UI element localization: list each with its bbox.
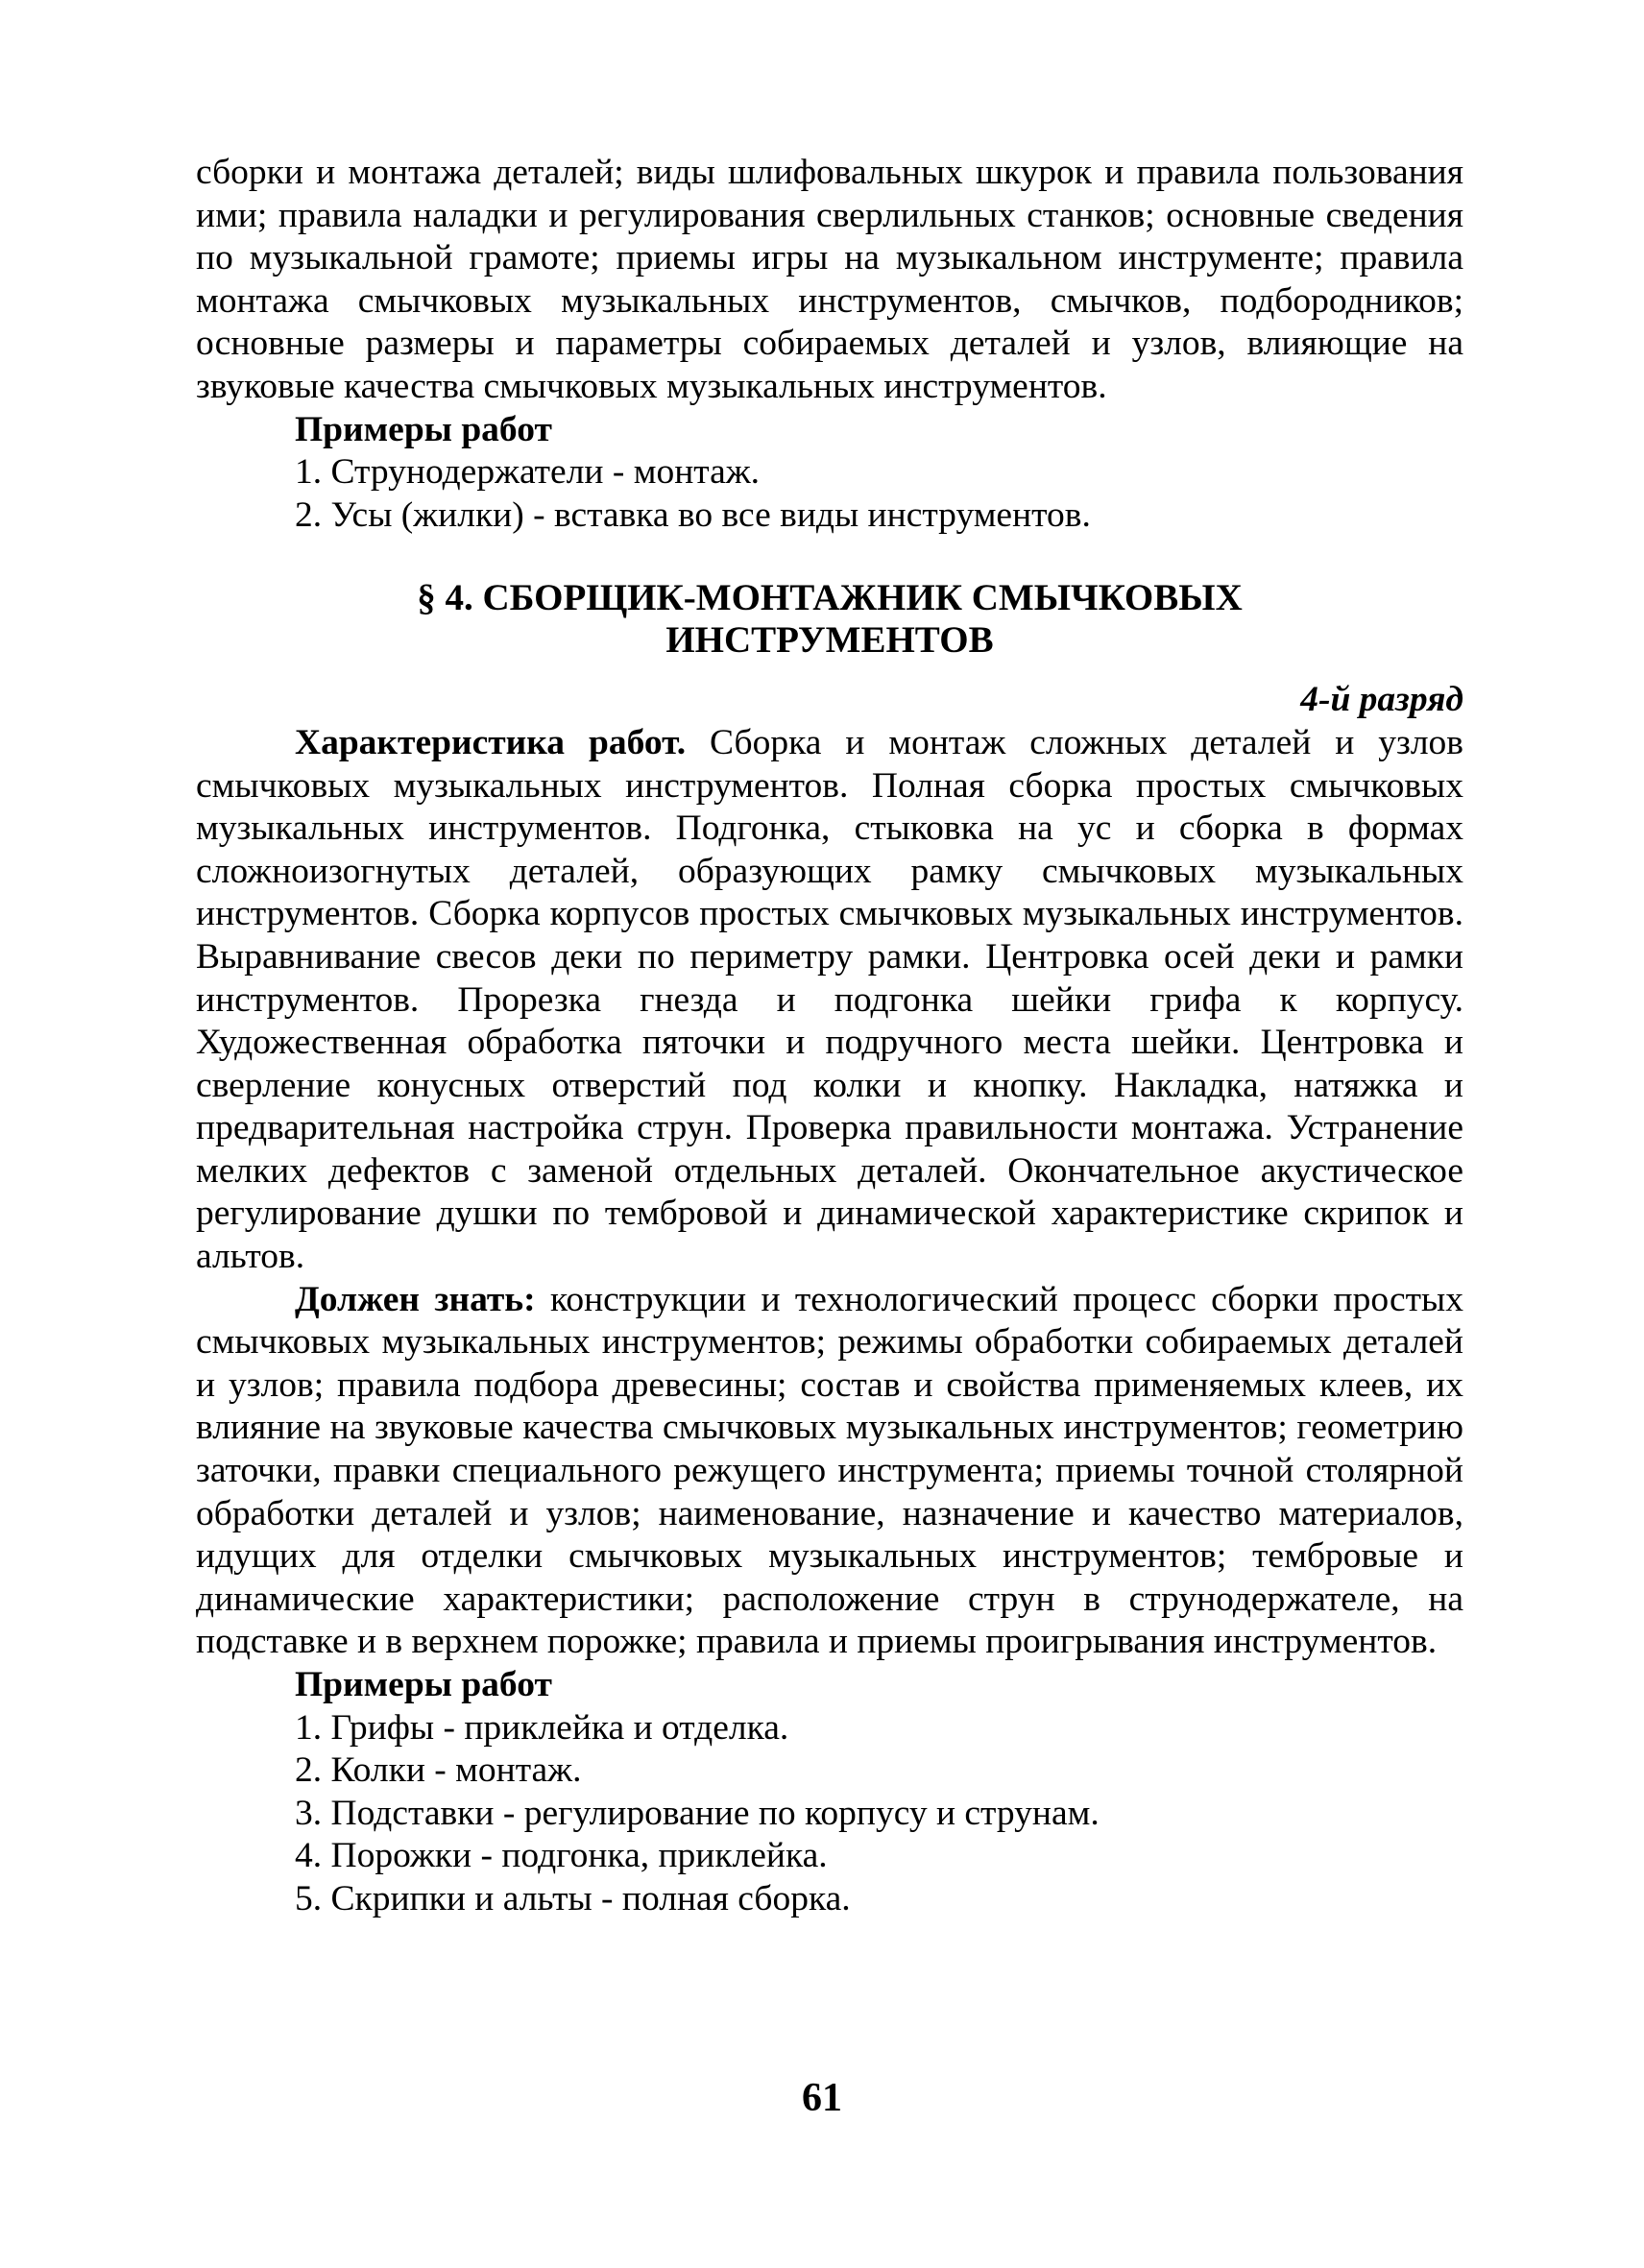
section-title [196,577,1463,662]
example-item: 2. Усы (жилки) - вставка во все виды инструментов. [295,495,1091,535]
characteristics-paragraph [196,722,1463,1279]
example-item: 1. Струнодержатели - монтаж. [295,452,761,493]
example-item: 1. Грифы - приклейка и отделка. [295,1707,789,1748]
example-item: 3. Подставки - регулирование по корпусу и струнам. [295,1793,1100,1833]
example-item: 5. Скрипки и альты - полная сборка. [295,1878,851,1918]
example-item: 2. Колки - монтаж. [295,1750,582,1791]
example-item: 4. Порожки - подгонка, приклейка. [295,1836,828,1876]
page-number: 61 [802,2076,842,2120]
must-know-paragraph [196,1279,1463,1664]
section-title-line-1: § 4. СБОРЩИК-МОНТАЖНИК СМЫЧКОВЫХ [417,577,1243,619]
examples-list-1 [295,451,1463,537]
intro-paragraph: сборки и монтажа деталей; виды шлифовальных шкурок и правила пользования ими; правила наладки и регулирования сверлильных станков; основные сведения по музыкальной грамоте; приемы игры на музыкальном инструменте; правила монтажа смычковых музыкальных инструментов, смычков, подбородников; основные размеры и параметры собираемых деталей и узлов, влияющие на звуковые качества смычковых музыкальных инструментов. [196,153,1463,406]
characteristics-label: Характеристика работ. [295,722,687,762]
page-body [196,152,1463,1921]
examples-heading-1: Примеры работ [295,409,552,449]
must-know-text: конструкции и технологический процесс сборки простых смычковых музыкальных инструментов; режимы обработки собираемых деталей и узлов; правила подбора древесины; состав и свойства применяемых клеев, их влияние на звуковые качества смычковых музыкальных инструментов; геометрию заточки, правки специального режущего инструмента; приемы точной столярной обработки деталей и узлов; наименование, назначение и качество материалов, идущих для отделки смычковых музыкальных инструментов; тембровые и динамические характеристики; расположение струн в струнодержателе, на подставке и в верхнем порожке; правила и приемы проигрывания инструментов. [196,1279,1463,1662]
grade-label: 4-й разряд [1300,680,1463,720]
examples-list-2 [295,1707,1463,1921]
examples-heading-2: Примеры работ [295,1665,552,1704]
characteristics-text: Сборка и монтаж сложных деталей и узлов смычковых музыкальных инструментов. Полная сборка простых смычковых музыкальных инструментов. Подгонка, стыковка на ус и сборка в формах сложноизогнутых деталей, образующих рамку смычковых музыкальных инструментов. Сборка корпусов простых смычковых музыкальных инструментов. Выравнивание свесов деки по периметру рамки. Центровка осей деки и рамки инструментов. Прорезка гнезда и подгонка шейки грифа к корпусу. Художественная обработка пяточки и подручного места шейки. Центровка и сверление конусных отверстий под колки и кнопку. Накладка, натяжка и предварительная настройка струн. Проверка правильности монтажа. Устранение мелких дефектов с заменой отдельных деталей. Окончательное акустическое регулирование душки по тембровой и динамической характеристике скрипок и альтов. [196,722,1463,1277]
section-title-line-2: ИНСТРУМЕНТОВ [665,619,994,662]
must-know-label: Должен знать: [295,1279,536,1319]
